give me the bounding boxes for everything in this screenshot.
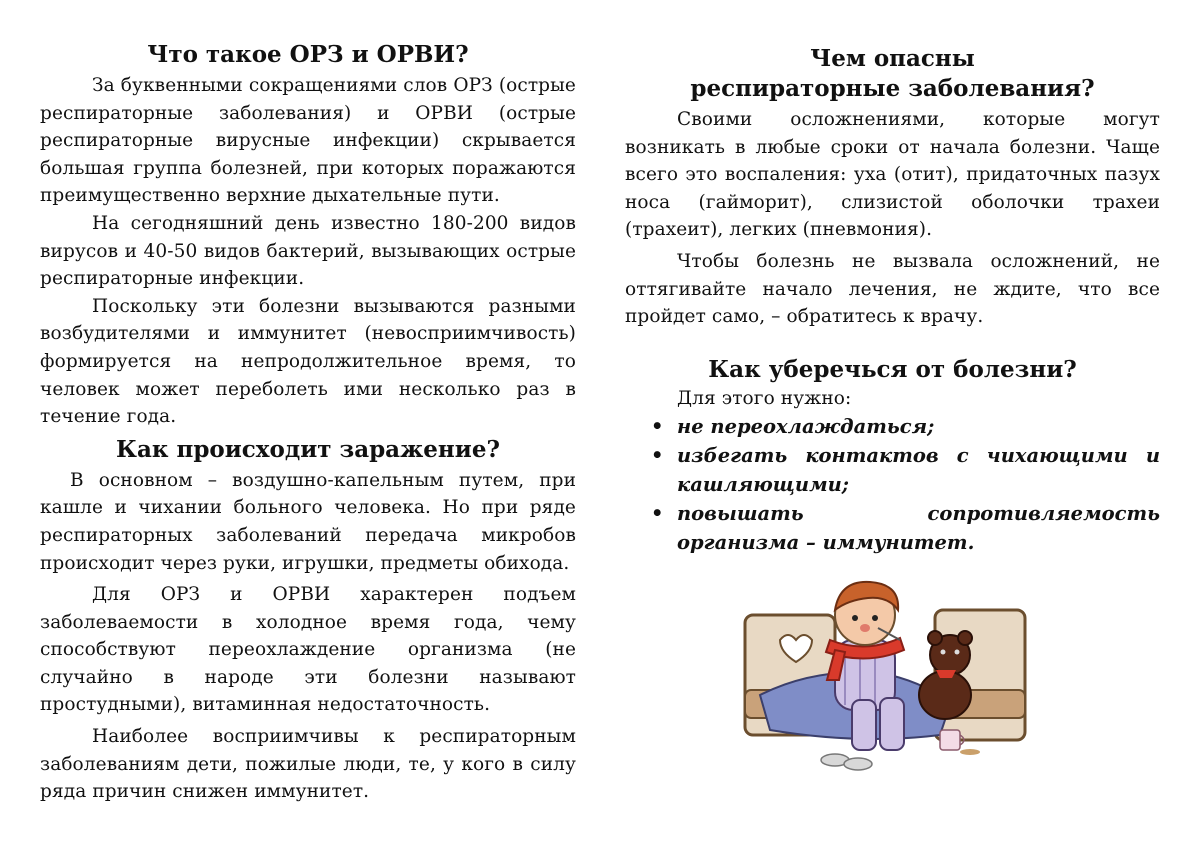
right-column: [625, 0, 1160, 557]
paragraph-complications: Своими осложнениями, которые могут возникать в любые сроки от начала болезни. Чаще всего это воспаления: уха (отит), придаточных пазух носа (гайморит), слизистой оболочки трахеи (трахеит), легких (пневмония).: [625, 109, 1160, 241]
left-column: [40, 0, 576, 806]
sick-child-illustration: [740, 570, 1040, 780]
list-item: • избегать контактов с чихающими и кашляющими;: [625, 441, 1160, 499]
section-title-prevention: Как уберечься от болезни?: [708, 355, 1077, 383]
prevention-list: [625, 412, 1160, 557]
section-title-infection: Как происходит заражение?: [116, 435, 500, 463]
section-title-danger-line2: респираторные заболевания?: [690, 75, 1095, 102]
list-item: • повышать сопротивляемость организма – иммунитет.: [625, 499, 1160, 557]
paragraph-virus-count: На сегодняшний день известно 180-200 видов вирусов и 40-50 видов бактерий, вызывающих острые респираторные инфекции.: [40, 212, 576, 290]
paragraph-see-doctor: Чтобы болезнь не вызвала осложнений, не оттягивайте начало лечения, не ждите, что все пройдет само, – обратитесь к врачу.: [625, 250, 1160, 328]
paragraph-seasonality: Для ОРЗ и ОРВИ характерен подъем заболеваемости в холодное время года, чему способствуют переохлаждение организма (не случайно в народе эти болезни называют простудными), витаминная недостаточность.: [40, 584, 576, 716]
bullet-icon: •: [651, 502, 664, 526]
bullet-icon: •: [651, 415, 664, 439]
list-item: • не переохлаждаться;: [625, 412, 1160, 441]
section-title-what-is: Что такое ОРЗ и ОРВИ?: [147, 41, 469, 68]
paragraph-risk-groups: Наиболее восприимчивы к респираторным заболеваниям дети, пожилые люди, те, у кого в силу ряда причин снижен иммунитет.: [40, 726, 576, 803]
paragraph-intro: Для этого нужно:: [677, 387, 852, 409]
paragraph-transmission: В основном – воздушно-капельным путем, при кашле и чихании больного человека. Но при ряде респираторных заболеваний передача микробов происходит через руки, игрушки, предметы обихода.: [40, 469, 576, 574]
paragraph-definition: За буквенными сокращениями слов ОРЗ (острые респираторные заболевания) и ОРВИ (острые респираторные вирусные инфекции) скрывается большая группа болезней, при которых поражаются преимущественно верхние дыхательные пути.: [40, 75, 576, 207]
bullet-icon: •: [651, 444, 664, 468]
paragraph-immunity: Поскольку эти болезни вызываются разными возбудителями и иммунитет (невосприимчивость) формируется на непродолжительное время, то человек может переболеть ими несколько раз в течение года.: [40, 295, 576, 428]
section-title-danger-line1: Чем опасны: [810, 45, 975, 72]
